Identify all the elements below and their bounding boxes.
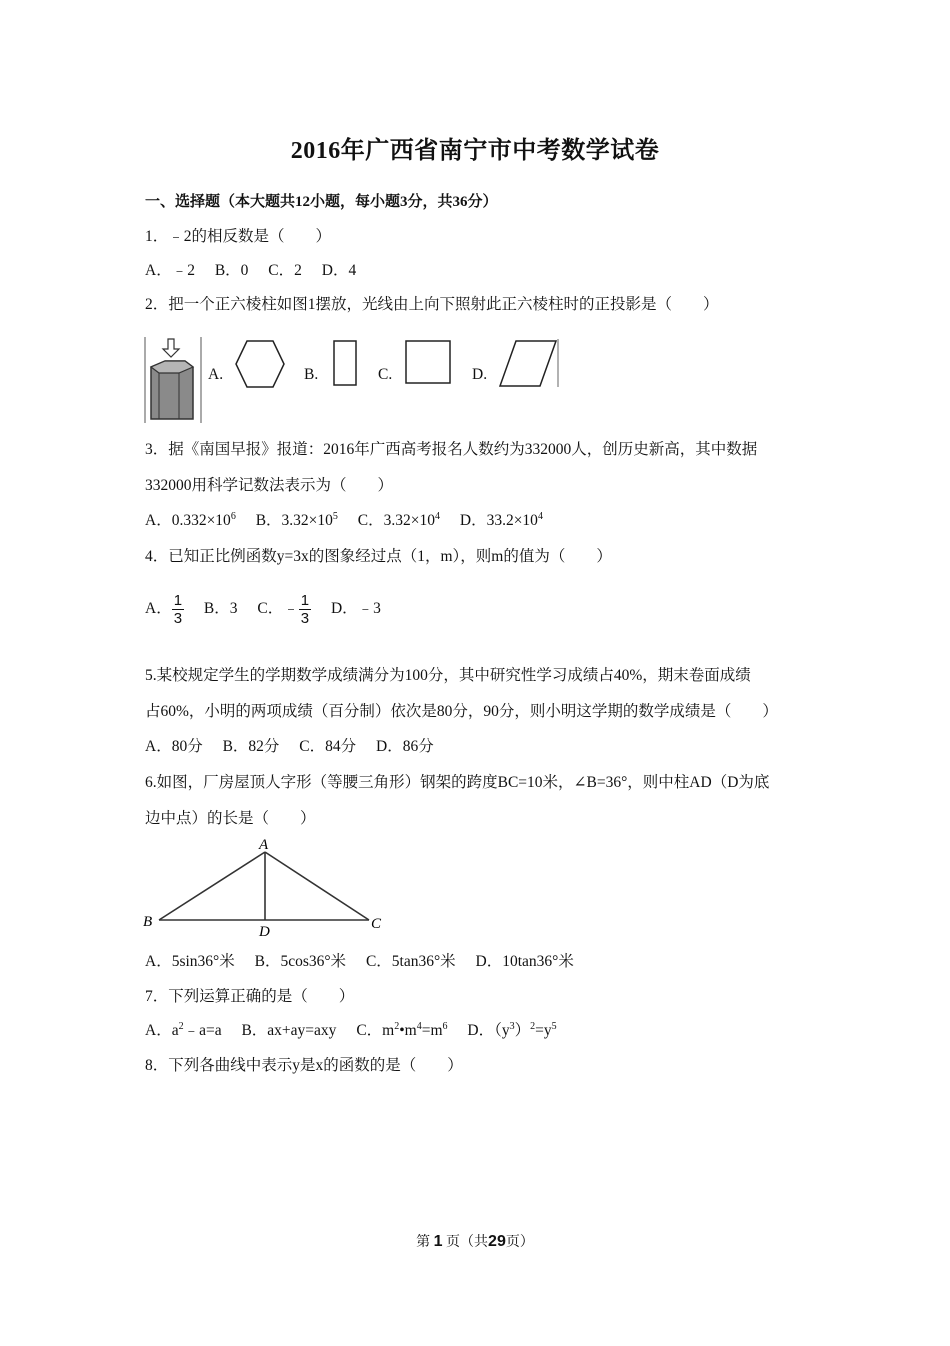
q4-option-a[interactable]: A． $\frac{1}{3}$ xyxy=(145,592,183,627)
q6-option-d[interactable]: D．10tan36°米 xyxy=(475,953,574,970)
q2-stem: 2．把一个正六棱柱如图1摆放，光线由上向下照射此正六棱柱时的正投影是（ ） xyxy=(145,296,719,313)
q5-option-a[interactable]: A．80分 xyxy=(145,738,203,755)
q7-option-a[interactable]: A．$a^2﹣a=a$ xyxy=(145,1020,222,1039)
q2-option-c[interactable]: C. xyxy=(378,366,393,383)
q2-option-d[interactable]: D. xyxy=(472,366,488,383)
current-page-number: 1 xyxy=(433,1233,443,1250)
q2-option-a[interactable]: A. xyxy=(208,366,224,383)
q5-option-d[interactable]: D．86分 xyxy=(376,738,434,755)
q6-option-b[interactable]: B．5cos36°米 xyxy=(254,953,347,970)
fraction-one-third: $\frac{1}{3}$ xyxy=(173,592,183,627)
q1-options xyxy=(145,258,372,280)
q5-stem-line2: 占60%，小明的两项成绩（百分制）依次是80分，90分，则小明这学期的数学成绩是（ ） xyxy=(145,703,778,720)
fraction-one-third: $\frac{1}{3}$ xyxy=(300,592,310,627)
q5-option-c[interactable]: C．84分 xyxy=(299,738,357,755)
q3-stem-line2: 332000用科学记数法表示为（ ） xyxy=(145,477,394,494)
q1-option-a[interactable]: A．﹣2 xyxy=(145,262,195,279)
q7-option-c[interactable]: C．$m^2•m^4=m^6$ xyxy=(356,1020,448,1039)
q6-option-a[interactable]: A．5sin36°米 xyxy=(145,953,235,970)
q4-option-b[interactable]: B．3 xyxy=(203,600,238,618)
q2-option-b[interactable]: B. xyxy=(304,366,319,383)
vertex-b-label: B xyxy=(143,914,153,930)
q3-option-c[interactable]: C．$3.32\times 10^4$ xyxy=(357,510,440,529)
q6-option-c[interactable]: C．5tan36°米 xyxy=(365,953,456,970)
total-page-count: 29 xyxy=(488,1233,506,1250)
q6-options xyxy=(145,949,590,971)
prism-figure xyxy=(143,337,203,425)
q8-stem: 8．下列各曲线中表示y是x的函数的是（ ） xyxy=(145,1057,463,1074)
q1-option-b[interactable]: B．0 xyxy=(214,262,249,279)
vertex-a-label: A xyxy=(259,837,269,853)
q3-options xyxy=(145,508,559,530)
section-heading: 一、选择题（本大题共12小题，每小题3分，共36分） xyxy=(145,194,498,210)
wide-rectangle-shape xyxy=(404,339,452,385)
page-title: 2016年广西省南宁市中考数学试卷 xyxy=(290,138,660,164)
q7-options xyxy=(145,1018,573,1040)
page-footer: 第 1 页（共29页） xyxy=(416,1233,534,1250)
hexagon-shape xyxy=(234,339,286,389)
q3-option-a[interactable]: A．$0.332\times 10^6$ xyxy=(145,510,236,529)
q3-option-b[interactable]: B．$3.32\times 10^5$ xyxy=(255,510,338,529)
q7-option-d[interactable]: D．$(y^3)^2=y^5$ xyxy=(467,1020,557,1039)
q3-option-d[interactable]: D．$33.2\times 10^4$ xyxy=(459,510,543,529)
vertex-c-label: C xyxy=(371,916,382,932)
q1-option-c[interactable]: C．2 xyxy=(268,262,302,279)
q6-stem-line1: 6.如图，厂房屋顶人字形（等腰三角形）钢架的跨度BC=10米，∠B=36°，则中柱AD（D为底 xyxy=(145,774,770,791)
q1-option-d[interactable]: D．4 xyxy=(321,262,357,279)
roof-truss-triangle xyxy=(143,836,385,940)
q7-stem: 7．下列运算正确的是（ ） xyxy=(145,988,355,1005)
q4-options xyxy=(145,592,397,627)
q3-stem-line1: 3．据《南国早报》报道：2016年广西高考报名人数约为332000人，创历史新高，其中数据 xyxy=(145,441,758,458)
parallelogram-shape xyxy=(498,339,560,389)
q4-stem: 4．已知正比例函数y=3x的图象经过点（1，m），则m的值为（ ） xyxy=(145,548,612,565)
narrow-rectangle-shape xyxy=(332,339,358,387)
q1-stem: 1．﹣2的相反数是（ ） xyxy=(145,228,332,245)
vertex-d-label: D xyxy=(259,924,270,940)
q5-options xyxy=(145,734,450,756)
q6-stem-line2: 边中点）的长是（ ） xyxy=(145,810,316,827)
q4-option-d[interactable]: D．﹣3 xyxy=(330,600,381,618)
q5-option-b[interactable]: B．82分 xyxy=(222,738,280,755)
q7-option-b[interactable]: B．ax+ay=axy xyxy=(241,1022,337,1039)
q4-option-c[interactable]: C．﹣ $\frac{1}{3}$ xyxy=(257,592,310,627)
q5-stem-line1: 5.某校规定学生的学期数学成绩满分为100分，其中研究性学习成绩占40%，期末卷面成绩 xyxy=(145,667,751,684)
